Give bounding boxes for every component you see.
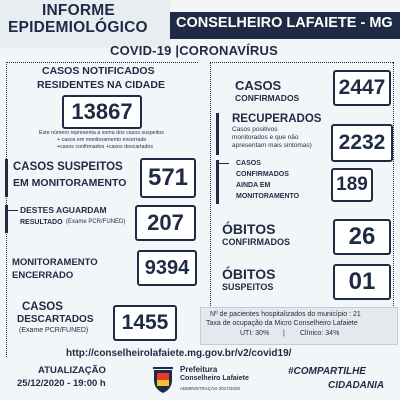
notified-note-2: + casos em monitoramento encerrado	[57, 137, 147, 143]
suspected-value: 571	[140, 158, 196, 198]
recovered-marker	[216, 113, 219, 155]
recovered-label: RECUPERADOS	[232, 113, 322, 125]
hashtag-line1: #COMPARTILHE	[288, 366, 366, 377]
notified-label-line1: CASOS NOTIFICADOS	[42, 65, 155, 77]
closed-value: 9394	[137, 250, 197, 286]
confirmed-label-line2: CONFIRMADOS	[235, 93, 300, 103]
suspected-label-line2: EM MONITORAMENTO	[13, 177, 127, 189]
discarded-label-note: (Exame PCR/FUNED)	[19, 327, 89, 334]
notified-note-1: Este número representa a soma dos casos suspeitos	[39, 130, 164, 136]
deaths-label-line1: ÓBITOS	[222, 221, 276, 237]
suspected-marker	[5, 159, 8, 197]
suspected-deaths-label-line1: ÓBITOS	[222, 266, 276, 282]
discarded-label-line1: CASOS	[22, 301, 63, 313]
awaiting-label-note: (Exame PCR/FUNED)	[66, 219, 126, 225]
closed-label-line2: ENCERRADO	[12, 270, 74, 281]
city-crest-icon	[151, 366, 175, 394]
active-label-line3: AINDA EM	[236, 182, 271, 189]
deaths-value: 26	[333, 219, 391, 255]
awaiting-label-line1: DESTES AGUARDAM	[20, 205, 107, 215]
active-marker	[216, 160, 219, 204]
suspected-deaths-label-line2: SUSPEITOS	[222, 282, 274, 292]
confirmed-value: 2447	[333, 70, 391, 106]
active-label-line1: CASOS	[236, 160, 261, 167]
hospital-clinic: Clínico: 34%	[300, 330, 340, 337]
recovered-value: 2232	[331, 124, 393, 162]
header-subtitle: COVID-19 |CORONAVÍRUS	[110, 43, 278, 58]
notified-label-line2: RESIDENTES NA CIDADE	[37, 79, 165, 91]
active-label-line4: MONITORAMENTO	[236, 193, 300, 200]
notified-note-3: +casos confirmados +casos descartados	[57, 144, 153, 150]
hospital-uti: UTI: 30%	[240, 330, 270, 337]
awaiting-value: 207	[135, 205, 196, 241]
closed-label-line1: MONITORAMENTO	[12, 257, 98, 268]
header-title-line1: INFORME	[42, 2, 115, 19]
suspected-label-line1: CASOS SUSPEITOS	[13, 161, 123, 173]
logo-line3: ADMINISTRAÇÃO 2017/2020	[180, 386, 241, 391]
discarded-label-line2: DESCARTADOS	[17, 314, 94, 325]
active-value: 189	[331, 168, 373, 202]
hashtag-line2: CIDADANIA	[328, 380, 385, 391]
awaiting-label-line2: RESULTADO	[20, 219, 63, 226]
recovered-note-1: Casos positivos	[232, 126, 278, 133]
recovered-note-3: apresentam mais sintomas)	[232, 142, 312, 149]
left-frame-top	[6, 62, 198, 63]
header-title-line2: EPIDEMIOLÓGICO	[8, 19, 148, 36]
recovered-note-2: monitorados e que não	[232, 134, 299, 141]
deaths-label-line2: CONFIRMADOS	[222, 237, 290, 247]
notified-value: 13867	[62, 95, 142, 129]
active-label-line2: CONFIRMADOS	[236, 171, 289, 178]
hospital-divider: |	[283, 330, 285, 337]
logo-line1: Prefeitura	[180, 365, 218, 374]
hospital-line1: Nº de pacientes hospitalizados do município : 21	[210, 311, 361, 318]
update-value: 25/12/2020 - 19:00 h	[17, 378, 106, 389]
source-url[interactable]: http://conselheirolafaiete.mg.gov.br/v2/covid19/	[66, 348, 292, 359]
logo-line2: Conselheiro Lafaiete	[180, 375, 249, 382]
location-title: CONSELHEIRO LAFAIETE - MG	[176, 15, 393, 31]
confirmed-label-line1: CASOS	[235, 78, 282, 93]
right-frame-edge	[393, 62, 394, 306]
right-frame-line	[210, 62, 211, 306]
suspected-deaths-value: 01	[333, 264, 391, 300]
update-label: ATUALIZAÇÃO	[38, 365, 106, 376]
hospital-line2: Taxa de ocupação da Micro Conselheiro Lafaiete	[206, 320, 358, 327]
right-frame-top	[210, 62, 393, 63]
awaiting-connector	[8, 210, 18, 211]
discarded-value: 1455	[113, 305, 177, 341]
